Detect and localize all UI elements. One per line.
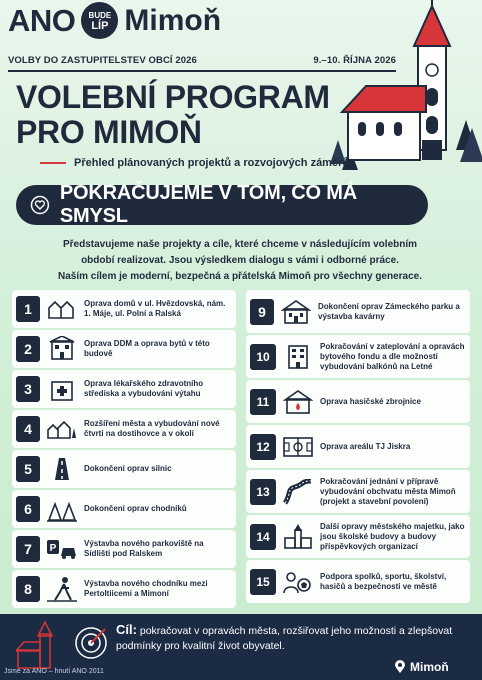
project-number: 12	[250, 434, 276, 460]
brand-town: Mimoň	[124, 3, 222, 37]
project-item	[246, 470, 470, 513]
castle-icon	[278, 297, 314, 327]
svg-text:P: P	[49, 543, 57, 554]
projects-column-left	[12, 290, 236, 610]
project-item	[12, 450, 236, 488]
footer-location	[394, 660, 449, 674]
project-number: 8	[16, 576, 40, 602]
project-number: 4	[16, 416, 40, 442]
health-center-icon	[44, 374, 80, 404]
fire-station-icon	[280, 387, 316, 417]
brand-logo	[8, 2, 221, 39]
project-number: 6	[16, 496, 40, 522]
brand-ano: ANO	[8, 2, 76, 38]
sidewalk-trees-icon	[44, 494, 80, 524]
project-number: 13	[250, 479, 276, 505]
project-number: 15	[250, 569, 276, 595]
project-text: Pokračování v zateplování a opravách bytového fondu a dle možností vybudování balkónů na Letné	[320, 341, 465, 371]
project-number: 5	[16, 456, 40, 482]
project-item	[246, 560, 470, 603]
slogan-banner	[16, 182, 428, 227]
project-text: Dokončení oprav chodníků	[84, 504, 187, 513]
project-text: Rozšíření města a vybudování nové čtvrti na dostihovce a v okolí	[84, 419, 220, 438]
bypass-road-icon	[280, 477, 316, 507]
project-text: Výstavba nového parkoviště na Sídlišti pod Ralskem	[84, 539, 204, 558]
project-item	[12, 490, 236, 528]
brand-badge	[81, 2, 118, 39]
project-item	[12, 530, 236, 568]
pedestrian-icon	[44, 574, 80, 604]
project-text: Výstavba nového chodníku mezi Pertoltiicemi a Mimoní	[84, 579, 208, 598]
heart-chat-icon	[30, 195, 50, 215]
badge-line2: LÍP	[91, 19, 109, 32]
project-item	[246, 515, 470, 558]
houses-icon	[44, 294, 80, 324]
intro-paragraph	[20, 237, 460, 285]
title-line2: PRO MIMOŇ	[16, 114, 202, 150]
location-name: Mimoň	[410, 660, 449, 674]
parking-car-icon	[44, 534, 80, 564]
project-item	[12, 370, 236, 408]
project-text: Oprava lékařského zdravotního střediska a vybudování výtahu	[84, 379, 204, 398]
project-number: 7	[16, 536, 40, 562]
project-item	[12, 410, 236, 448]
election-name: VOLBY DO ZASTUPITELSTEV OBCÍ 2026	[8, 55, 197, 66]
new-houses-icon	[44, 414, 80, 444]
project-item	[246, 425, 470, 468]
project-text: Oprava domů v ul. Hvězdovská, nám. 1. Máje, ul. Polní a Ralská	[84, 299, 226, 318]
subtitle-dash	[40, 162, 66, 164]
project-item	[12, 570, 236, 608]
intro-line1: Představujeme naše projekty a cíle, které chceme v následujícím volebním	[62, 239, 418, 250]
football-field-icon	[280, 432, 316, 462]
subtitle-text: Přehled plánovaných projektů a rozvojových záměrů	[74, 157, 350, 169]
project-number: 11	[250, 389, 276, 415]
project-text: Další opravy městského majetku, jako jsou školské budovy a budovy příspěvkových organizací	[320, 521, 465, 551]
intro-line3: Naším cílem je moderní, bezpečná a přátelská Mimoň pro všechny generace.	[57, 271, 423, 282]
project-text: Dokončení oprav silnic	[84, 464, 172, 473]
project-number: 2	[16, 336, 40, 362]
church-illustration	[326, 0, 482, 178]
project-item	[246, 290, 470, 333]
footer-church-icon	[16, 620, 60, 670]
goal-statement	[116, 622, 466, 654]
project-text: Pokračování jednání v přípravě vybudování obchvatu města Mimoň (projekt a stavební povolení)	[320, 476, 456, 506]
intro-line2: období realizovat. Jsou výsledkem dialogu s vámi i odborné práce.	[81, 255, 399, 266]
goal-label: Cíl:	[116, 622, 137, 637]
projects-panel	[12, 290, 470, 608]
project-number: 10	[250, 344, 276, 370]
church-icon	[280, 522, 316, 552]
project-number: 14	[250, 524, 276, 550]
project-text: Oprava hasičské zbrojnice	[320, 396, 421, 406]
project-text: Oprava DDM a oprava bytů v této budově	[84, 339, 210, 358]
project-number: 9	[250, 299, 274, 325]
location-pin-icon	[394, 660, 406, 674]
project-item	[12, 290, 236, 328]
target-icon	[74, 626, 108, 660]
page-subtitle	[40, 157, 349, 169]
project-item	[246, 380, 470, 423]
project-text: Oprava areálu TJ Jiskra	[320, 441, 411, 451]
footer-signature: Jsme za ANO – hnutí ANO 2011	[4, 668, 104, 675]
building-icon	[44, 334, 80, 364]
badge-line1: BUDE	[88, 10, 112, 20]
election-date: 9.–10. ŘÍJNA 2026	[313, 55, 396, 66]
page-title	[16, 80, 330, 150]
goal-text-part2: a zlepšovat podmínky pro kvalitní život obyvatel.	[116, 625, 453, 652]
project-text: Dokončení oprav Zámeckého parku a výstavba kavárny	[318, 301, 460, 321]
slogan-text: POKRAČUJEME V TOM, CO MÁ SMYSL	[59, 182, 357, 227]
community-icon	[280, 567, 316, 597]
goal-text-part1: pokračovat v opravách města, rozšiřovat jeho možnosti	[139, 625, 397, 637]
project-item	[12, 330, 236, 368]
title-line1: VOLEBNÍ PROGRAM	[16, 79, 330, 115]
project-item	[246, 335, 470, 378]
apartment-block-icon	[280, 342, 316, 372]
projects-column-right	[246, 290, 470, 605]
project-number: 1	[16, 296, 40, 322]
road-icon	[44, 454, 80, 484]
project-text: Podpora spolků, sportu, školství, hasičů a bezpečnosti ve městě	[320, 571, 447, 591]
project-number: 3	[16, 376, 40, 402]
